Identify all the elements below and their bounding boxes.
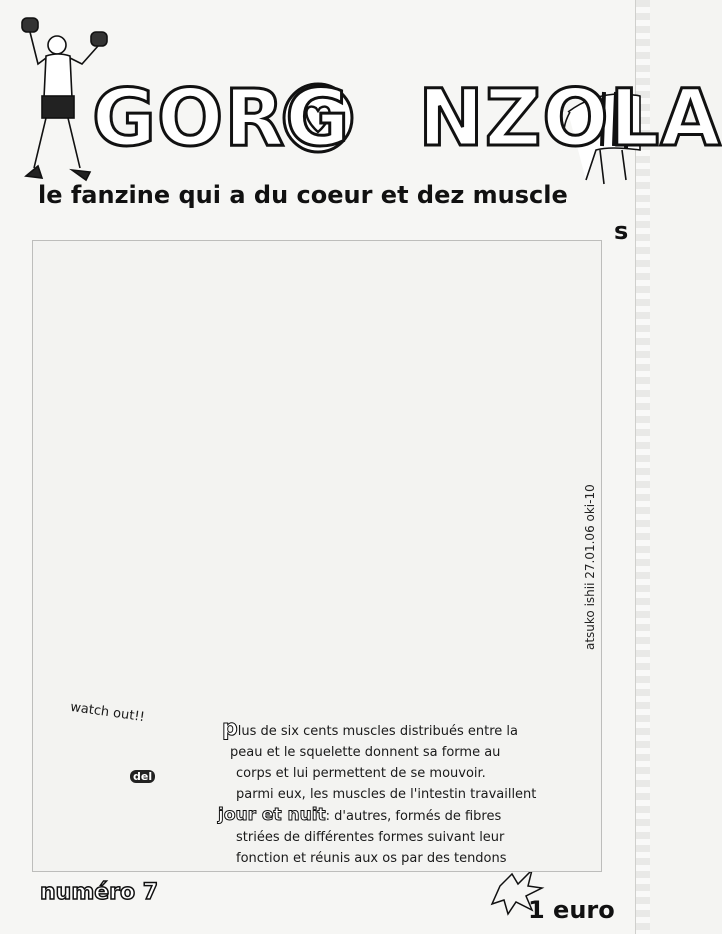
artist-signature: atsuko ishii 27.01.06 oki-10 [583, 484, 597, 650]
text-line-2: peau et le squelette donnent sa forme au [230, 745, 501, 760]
watch-out-label: watch out!! [69, 699, 146, 726]
subtitle-tail: s [614, 217, 629, 245]
text-line-1 [222, 718, 597, 742]
text-line-7: fonction et réunis aux os par des tendons [236, 851, 507, 866]
text-line-4: parmi eux, les muscles de l'intestin travaillent [236, 787, 537, 802]
title-part-right: NZOLA [418, 74, 722, 164]
banana-label: del [130, 770, 155, 783]
bold-phrase: jour et nuit [218, 805, 326, 825]
drop-cap: p [222, 716, 238, 741]
text-line-3: corps et lui permettent de se mouvoir. [236, 766, 486, 781]
text-line-6: striées de différentes formes suivant leur [236, 830, 505, 845]
body-text [218, 716, 597, 869]
issue-number: numéro 7 [40, 880, 159, 905]
text-line-5 [218, 805, 597, 827]
zine-subtitle [38, 180, 638, 245]
text-line-5-rest: : d'autres, formés de fibres [325, 809, 502, 824]
subtitle-text: le fanzine qui a du coeur et dez muscle [38, 181, 568, 209]
zine-title [92, 74, 722, 164]
text-line-1-content: lus de six cents muscles distribués entre la [237, 724, 519, 739]
title-part-left: GORG [92, 74, 351, 164]
price-label: 1 euro [528, 896, 615, 924]
